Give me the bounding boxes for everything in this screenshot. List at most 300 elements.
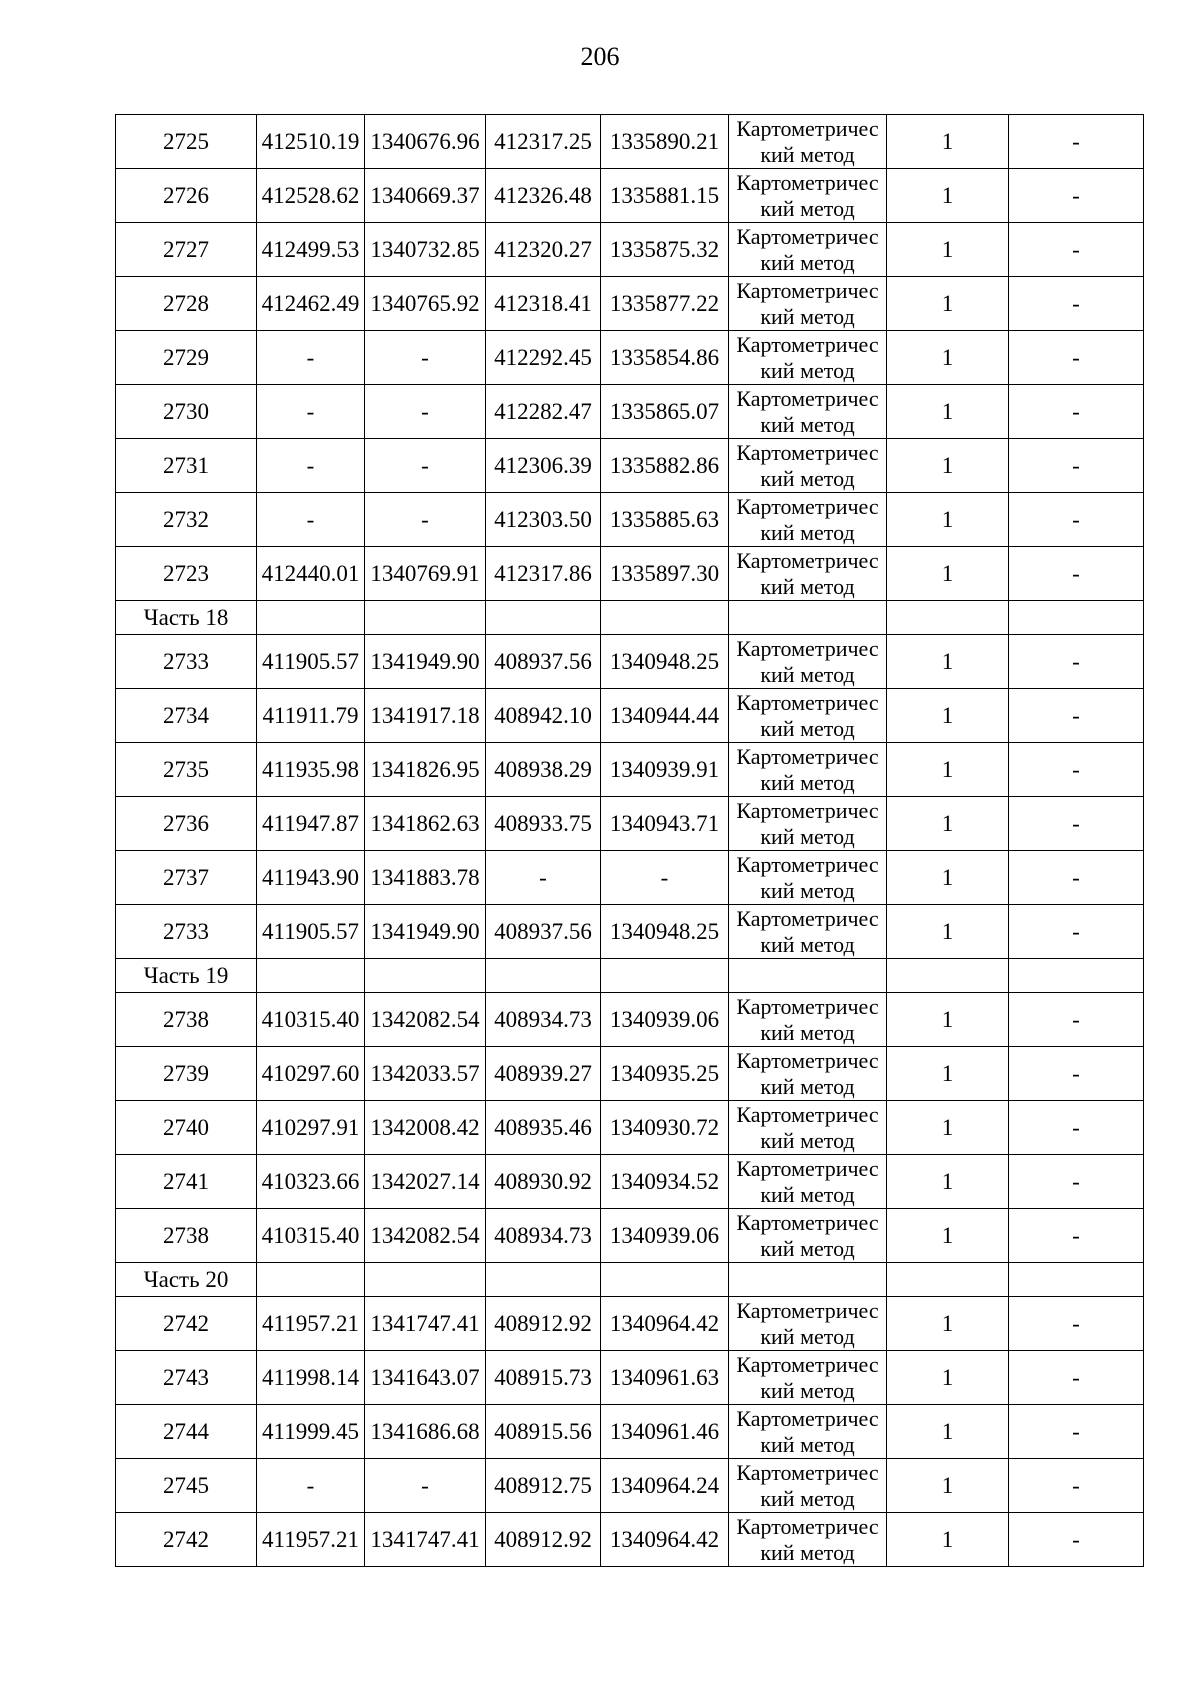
empty-cell: [729, 959, 887, 993]
empty-cell: [1009, 959, 1144, 993]
point-id-cell: 2738: [116, 993, 257, 1047]
y-existing-cell: 1340669.37: [365, 169, 486, 223]
x-existing-cell: 412528.62: [257, 169, 365, 223]
y-existing-cell: 1341686.68: [365, 1405, 486, 1459]
y-existing-cell: 1341747.41: [365, 1513, 486, 1567]
note-cell: -: [1009, 743, 1144, 797]
y-existing-cell: 1342082.54: [365, 993, 486, 1047]
method-line-1: Картометричес: [736, 385, 879, 411]
method-line-2: кий метод: [760, 1431, 855, 1457]
point-id-cell: 2725: [116, 115, 257, 169]
x-existing-cell: 411957.21: [257, 1513, 365, 1567]
y-new-cell: 1340934.52: [601, 1155, 729, 1209]
accuracy-cell: 1: [887, 797, 1009, 851]
method-cell: [729, 169, 887, 223]
accuracy-cell: 1: [887, 635, 1009, 689]
x-new-cell: 408937.56: [486, 635, 601, 689]
x-new-cell: 408912.75: [486, 1459, 601, 1513]
page-number: 206: [580, 42, 620, 71]
y-new-cell: 1340943.71: [601, 797, 729, 851]
x-existing-cell: 410315.40: [257, 993, 365, 1047]
section-header-row: [116, 959, 1144, 993]
method-cell: [729, 1513, 887, 1567]
x-new-cell: 412320.27: [486, 223, 601, 277]
method-line-2: кий метод: [760, 1019, 855, 1045]
method-line-1: Картометричес: [736, 905, 879, 931]
table-row: [116, 385, 1144, 439]
note-cell: -: [1009, 331, 1144, 385]
x-new-cell: 412303.50: [486, 493, 601, 547]
method-cell: [729, 115, 887, 169]
x-existing-cell: -: [257, 331, 365, 385]
note-cell: -: [1009, 851, 1144, 905]
y-existing-cell: 1342033.57: [365, 1047, 486, 1101]
accuracy-cell: 1: [887, 1459, 1009, 1513]
x-existing-cell: -: [257, 439, 365, 493]
point-id-cell: 2733: [116, 635, 257, 689]
x-existing-cell: -: [257, 1459, 365, 1513]
method-line-2: кий метод: [760, 1539, 855, 1565]
y-new-cell: 1335865.07: [601, 385, 729, 439]
x-new-cell: 408915.56: [486, 1405, 601, 1459]
x-existing-cell: 411935.98: [257, 743, 365, 797]
point-id-cell: 2727: [116, 223, 257, 277]
empty-cell: [257, 959, 365, 993]
empty-cell: [257, 1263, 365, 1297]
note-cell: -: [1009, 115, 1144, 169]
method-cell: [729, 1155, 887, 1209]
note-cell: -: [1009, 905, 1144, 959]
note-cell: -: [1009, 1101, 1144, 1155]
point-id-cell: 2742: [116, 1297, 257, 1351]
x-new-cell: 412326.48: [486, 169, 601, 223]
x-new-cell: 408912.92: [486, 1297, 601, 1351]
x-existing-cell: 411999.45: [257, 1405, 365, 1459]
y-new-cell: 1335897.30: [601, 547, 729, 601]
empty-cell: [365, 1263, 486, 1297]
section-header-row: [116, 601, 1144, 635]
x-existing-cell: 411905.57: [257, 905, 365, 959]
method-line-2: кий метод: [760, 573, 855, 599]
x-new-cell: 412317.86: [486, 547, 601, 601]
y-existing-cell: 1341883.78: [365, 851, 486, 905]
y-existing-cell: -: [365, 331, 486, 385]
x-existing-cell: 411905.57: [257, 635, 365, 689]
note-cell: -: [1009, 1405, 1144, 1459]
y-existing-cell: 1340769.91: [365, 547, 486, 601]
accuracy-cell: 1: [887, 115, 1009, 169]
note-cell: -: [1009, 493, 1144, 547]
method-cell: [729, 689, 887, 743]
accuracy-cell: 1: [887, 1405, 1009, 1459]
x-new-cell: 412318.41: [486, 277, 601, 331]
y-existing-cell: 1342082.54: [365, 1209, 486, 1263]
method-line-2: кий метод: [760, 1377, 855, 1403]
x-new-cell: 408912.92: [486, 1513, 601, 1567]
table-row: [116, 1297, 1144, 1351]
accuracy-cell: 1: [887, 547, 1009, 601]
method-line-1: Картометричес: [736, 635, 879, 661]
point-id-cell: 2733: [116, 905, 257, 959]
x-existing-cell: 411998.14: [257, 1351, 365, 1405]
method-line-2: кий метод: [760, 715, 855, 741]
method-line-2: кий метод: [760, 1323, 855, 1349]
empty-cell: [887, 601, 1009, 635]
method-cell: [729, 1209, 887, 1263]
note-cell: -: [1009, 1351, 1144, 1405]
empty-cell: [887, 1263, 1009, 1297]
method-cell: [729, 635, 887, 689]
x-existing-cell: -: [257, 493, 365, 547]
y-existing-cell: -: [365, 439, 486, 493]
point-id-cell: 2723: [116, 547, 257, 601]
x-existing-cell: 412440.01: [257, 547, 365, 601]
y-existing-cell: 1342027.14: [365, 1155, 486, 1209]
point-id-cell: 2734: [116, 689, 257, 743]
x-existing-cell: 410297.91: [257, 1101, 365, 1155]
point-id-cell: 2740: [116, 1101, 257, 1155]
point-id-cell: 2741: [116, 1155, 257, 1209]
y-new-cell: 1340961.63: [601, 1351, 729, 1405]
section-label: Часть 19: [116, 959, 257, 993]
method-cell: [729, 331, 887, 385]
point-id-cell: 2728: [116, 277, 257, 331]
table-row: [116, 1155, 1144, 1209]
y-new-cell: 1335890.21: [601, 115, 729, 169]
method-line-1: Картометричес: [736, 1459, 879, 1485]
method-line-2: кий метод: [760, 769, 855, 795]
table-row: [116, 635, 1144, 689]
note-cell: -: [1009, 1209, 1144, 1263]
table-row: [116, 169, 1144, 223]
method-line-1: Картометричес: [736, 439, 879, 465]
method-cell: [729, 439, 887, 493]
point-id-cell: 2743: [116, 1351, 257, 1405]
method-line-2: кий метод: [760, 141, 855, 167]
table-row: [116, 1351, 1144, 1405]
method-line-1: Картометричес: [736, 331, 879, 357]
method-cell: [729, 993, 887, 1047]
method-cell: [729, 277, 887, 331]
method-line-1: Картометричес: [736, 493, 879, 519]
accuracy-cell: 1: [887, 1155, 1009, 1209]
method-line-1: Картометричес: [736, 1047, 879, 1073]
x-new-cell: 408934.73: [486, 993, 601, 1047]
y-new-cell: -: [601, 851, 729, 905]
method-cell: [729, 1047, 887, 1101]
section-header-row: [116, 1263, 1144, 1297]
y-new-cell: 1340939.06: [601, 993, 729, 1047]
method-line-2: кий метод: [760, 357, 855, 383]
y-existing-cell: -: [365, 1459, 486, 1513]
y-existing-cell: 1341917.18: [365, 689, 486, 743]
y-new-cell: 1340930.72: [601, 1101, 729, 1155]
point-id-cell: 2731: [116, 439, 257, 493]
method-line-2: кий метод: [760, 519, 855, 545]
empty-cell: [486, 601, 601, 635]
method-line-2: кий метод: [760, 303, 855, 329]
x-existing-cell: 410323.66: [257, 1155, 365, 1209]
y-existing-cell: 1341862.63: [365, 797, 486, 851]
y-existing-cell: -: [365, 493, 486, 547]
method-line-1: Картометричес: [736, 1209, 879, 1235]
table-row: [116, 993, 1144, 1047]
method-cell: [729, 851, 887, 905]
method-cell: [729, 797, 887, 851]
y-new-cell: 1335882.86: [601, 439, 729, 493]
method-line-2: кий метод: [760, 411, 855, 437]
method-line-1: Картометричес: [736, 223, 879, 249]
note-cell: -: [1009, 1297, 1144, 1351]
note-cell: -: [1009, 635, 1144, 689]
point-id-cell: 2732: [116, 493, 257, 547]
y-new-cell: 1340964.24: [601, 1459, 729, 1513]
point-id-cell: 2729: [116, 331, 257, 385]
note-cell: -: [1009, 547, 1144, 601]
y-new-cell: 1340939.06: [601, 1209, 729, 1263]
accuracy-cell: 1: [887, 1101, 1009, 1155]
y-existing-cell: 1341643.07: [365, 1351, 486, 1405]
method-cell: [729, 385, 887, 439]
method-line-1: Картометричес: [736, 993, 879, 1019]
x-existing-cell: 410297.60: [257, 1047, 365, 1101]
x-new-cell: 408939.27: [486, 1047, 601, 1101]
x-new-cell: 408935.46: [486, 1101, 601, 1155]
y-new-cell: 1335885.63: [601, 493, 729, 547]
method-line-1: Картометричес: [736, 169, 879, 195]
table-row: [116, 277, 1144, 331]
point-id-cell: 2730: [116, 385, 257, 439]
empty-cell: [486, 1263, 601, 1297]
point-id-cell: 2742: [116, 1513, 257, 1567]
method-line-1: Картометричес: [736, 1405, 879, 1431]
coordinates-table: [115, 114, 1144, 1567]
method-line-1: Картометричес: [736, 277, 879, 303]
accuracy-cell: 1: [887, 1351, 1009, 1405]
table-row: [116, 797, 1144, 851]
accuracy-cell: 1: [887, 689, 1009, 743]
table-row: [116, 743, 1144, 797]
method-line-2: кий метод: [760, 465, 855, 491]
empty-cell: [729, 1263, 887, 1297]
method-line-2: кий метод: [760, 661, 855, 687]
table-row: [116, 689, 1144, 743]
section-label: Часть 20: [116, 1263, 257, 1297]
table-row: [116, 331, 1144, 385]
method-line-2: кий метод: [760, 823, 855, 849]
y-existing-cell: 1341949.90: [365, 635, 486, 689]
x-new-cell: 408930.92: [486, 1155, 601, 1209]
point-id-cell: 2726: [116, 169, 257, 223]
table-row: [116, 115, 1144, 169]
note-cell: -: [1009, 169, 1144, 223]
method-line-1: Картометричес: [736, 1297, 879, 1323]
note-cell: -: [1009, 223, 1144, 277]
note-cell: -: [1009, 689, 1144, 743]
note-cell: -: [1009, 1513, 1144, 1567]
x-existing-cell: 411947.87: [257, 797, 365, 851]
y-new-cell: 1340944.44: [601, 689, 729, 743]
method-cell: [729, 223, 887, 277]
table-row: [116, 547, 1144, 601]
empty-cell: [601, 1263, 729, 1297]
y-new-cell: 1340939.91: [601, 743, 729, 797]
x-new-cell: 408937.56: [486, 905, 601, 959]
empty-cell: [1009, 1263, 1144, 1297]
empty-cell: [601, 959, 729, 993]
empty-cell: [257, 601, 365, 635]
y-new-cell: 1340961.46: [601, 1405, 729, 1459]
table-row: [116, 1405, 1144, 1459]
method-cell: [729, 905, 887, 959]
accuracy-cell: 1: [887, 1297, 1009, 1351]
method-line-1: Картометричес: [736, 689, 879, 715]
method-line-2: кий метод: [760, 1073, 855, 1099]
coordinates-table-body: [116, 115, 1144, 1567]
note-cell: -: [1009, 1459, 1144, 1513]
y-new-cell: 1340948.25: [601, 905, 729, 959]
method-cell: [729, 743, 887, 797]
y-new-cell: 1340964.42: [601, 1513, 729, 1567]
x-existing-cell: 411943.90: [257, 851, 365, 905]
x-new-cell: 408915.73: [486, 1351, 601, 1405]
empty-cell: [729, 601, 887, 635]
empty-cell: [365, 601, 486, 635]
method-line-2: кий метод: [760, 1181, 855, 1207]
method-cell: [729, 1351, 887, 1405]
table-row: [116, 439, 1144, 493]
x-new-cell: 408938.29: [486, 743, 601, 797]
point-id-cell: 2737: [116, 851, 257, 905]
x-new-cell: -: [486, 851, 601, 905]
table-row: [116, 905, 1144, 959]
y-new-cell: 1335875.32: [601, 223, 729, 277]
method-line-2: кий метод: [760, 1235, 855, 1261]
x-new-cell: 412317.25: [486, 115, 601, 169]
method-cell: [729, 1101, 887, 1155]
x-existing-cell: 412510.19: [257, 115, 365, 169]
method-line-2: кий метод: [760, 1485, 855, 1511]
x-new-cell: 408942.10: [486, 689, 601, 743]
accuracy-cell: 1: [887, 223, 1009, 277]
y-new-cell: 1340964.42: [601, 1297, 729, 1351]
table-row: [116, 1209, 1144, 1263]
x-existing-cell: 411957.21: [257, 1297, 365, 1351]
accuracy-cell: 1: [887, 493, 1009, 547]
y-new-cell: 1335854.86: [601, 331, 729, 385]
note-cell: -: [1009, 1155, 1144, 1209]
y-existing-cell: 1341747.41: [365, 1297, 486, 1351]
empty-cell: [365, 959, 486, 993]
y-existing-cell: 1341826.95: [365, 743, 486, 797]
method-line-1: Картометричес: [736, 1155, 879, 1181]
table-row: [116, 1101, 1144, 1155]
y-existing-cell: 1342008.42: [365, 1101, 486, 1155]
x-new-cell: 412306.39: [486, 439, 601, 493]
method-line-2: кий метод: [760, 877, 855, 903]
table-row: [116, 1459, 1144, 1513]
x-new-cell: 412292.45: [486, 331, 601, 385]
method-line-1: Картометричес: [736, 797, 879, 823]
point-id-cell: 2738: [116, 1209, 257, 1263]
method-line-1: Картометричес: [736, 743, 879, 769]
point-id-cell: 2745: [116, 1459, 257, 1513]
accuracy-cell: 1: [887, 169, 1009, 223]
method-line-1: Картометричес: [736, 115, 879, 141]
x-existing-cell: 412499.53: [257, 223, 365, 277]
method-line-2: кий метод: [760, 931, 855, 957]
table-row: [116, 1047, 1144, 1101]
x-new-cell: 408933.75: [486, 797, 601, 851]
y-new-cell: 1340948.25: [601, 635, 729, 689]
method-line-2: кий метод: [760, 195, 855, 221]
table-row: [116, 223, 1144, 277]
method-line-1: Картометричес: [736, 851, 879, 877]
method-cell: [729, 547, 887, 601]
method-line-1: Картометричес: [736, 1351, 879, 1377]
y-existing-cell: 1340765.92: [365, 277, 486, 331]
accuracy-cell: 1: [887, 743, 1009, 797]
method-cell: [729, 1459, 887, 1513]
x-new-cell: 412282.47: [486, 385, 601, 439]
note-cell: -: [1009, 277, 1144, 331]
accuracy-cell: 1: [887, 905, 1009, 959]
method-line-1: Картометричес: [736, 547, 879, 573]
method-line-1: Картометричес: [736, 1101, 879, 1127]
x-new-cell: 408934.73: [486, 1209, 601, 1263]
y-new-cell: 1340935.25: [601, 1047, 729, 1101]
y-existing-cell: 1341949.90: [365, 905, 486, 959]
y-existing-cell: -: [365, 385, 486, 439]
note-cell: -: [1009, 1047, 1144, 1101]
method-cell: [729, 1405, 887, 1459]
empty-cell: [1009, 601, 1144, 635]
y-new-cell: 1335881.15: [601, 169, 729, 223]
method-cell: [729, 1297, 887, 1351]
method-cell: [729, 493, 887, 547]
note-cell: -: [1009, 797, 1144, 851]
accuracy-cell: 1: [887, 1209, 1009, 1263]
empty-cell: [486, 959, 601, 993]
accuracy-cell: 1: [887, 439, 1009, 493]
empty-cell: [887, 959, 1009, 993]
table-row: [116, 1513, 1144, 1567]
accuracy-cell: 1: [887, 277, 1009, 331]
method-line-2: кий метод: [760, 1127, 855, 1153]
accuracy-cell: 1: [887, 851, 1009, 905]
accuracy-cell: 1: [887, 385, 1009, 439]
y-existing-cell: 1340676.96: [365, 115, 486, 169]
point-id-cell: 2744: [116, 1405, 257, 1459]
accuracy-cell: 1: [887, 993, 1009, 1047]
note-cell: -: [1009, 993, 1144, 1047]
x-existing-cell: 411911.79: [257, 689, 365, 743]
x-existing-cell: -: [257, 385, 365, 439]
point-id-cell: 2736: [116, 797, 257, 851]
accuracy-cell: 1: [887, 1513, 1009, 1567]
accuracy-cell: 1: [887, 331, 1009, 385]
method-line-1: Картометричес: [736, 1513, 879, 1539]
empty-cell: [601, 601, 729, 635]
accuracy-cell: 1: [887, 1047, 1009, 1101]
table-row: [116, 851, 1144, 905]
point-id-cell: 2735: [116, 743, 257, 797]
y-existing-cell: 1340732.85: [365, 223, 486, 277]
y-new-cell: 1335877.22: [601, 277, 729, 331]
section-label: Часть 18: [116, 601, 257, 635]
x-existing-cell: 412462.49: [257, 277, 365, 331]
note-cell: -: [1009, 439, 1144, 493]
